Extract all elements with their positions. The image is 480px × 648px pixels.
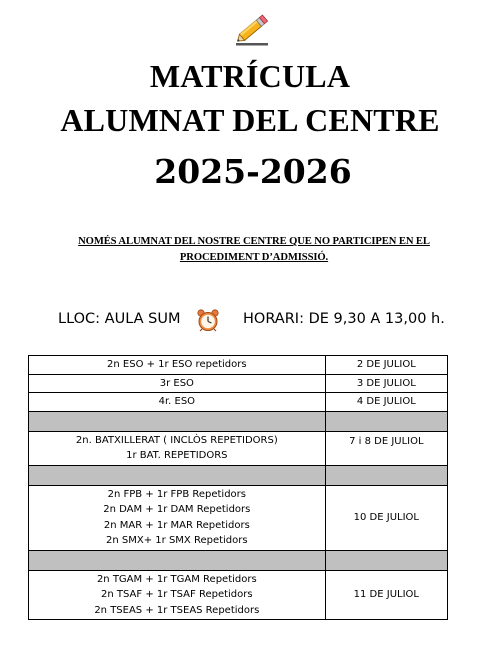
separator-row bbox=[29, 465, 448, 485]
pencil-icon bbox=[233, 10, 271, 48]
date-cell: 11 DE JULIOL bbox=[325, 570, 447, 620]
course-line: 2n TGAM + 1r TGAM Repetidors bbox=[96, 573, 257, 585]
page-title-line1: MATRÍCULA bbox=[149, 58, 351, 94]
course-cell bbox=[29, 485, 326, 550]
separator-cell bbox=[29, 465, 326, 485]
date-cell: 2 DE JULIOL bbox=[325, 356, 447, 375]
separator-cell bbox=[325, 550, 447, 570]
table-row bbox=[29, 485, 448, 550]
separator-row bbox=[29, 550, 448, 570]
course-line: 2n DAM + 1r DAM Repetidors bbox=[103, 504, 251, 515]
course-cell bbox=[29, 570, 326, 620]
eligibility-notice bbox=[44, 234, 464, 266]
table-row bbox=[29, 570, 448, 620]
table-row bbox=[29, 374, 448, 393]
separator-cell bbox=[325, 465, 447, 485]
date-cell: 4 DE JULIOL bbox=[325, 393, 447, 412]
course-cell bbox=[29, 431, 326, 465]
course-line: 2n TSAF + 1r TSAF Repetidors bbox=[101, 589, 253, 600]
course-line: 2n FPB + 1r FPB Repetidors bbox=[107, 488, 246, 500]
course-line: 2n MAR + 1r MAR Repetidors bbox=[103, 519, 250, 531]
location-hours-row bbox=[0, 306, 480, 336]
course-line: 4r. ESO bbox=[158, 396, 196, 407]
table-row bbox=[29, 356, 448, 375]
course-line: 3r ESO bbox=[159, 377, 194, 389]
notice-line1: NOMÉS ALUMNAT DEL NOSTRE CENTRE QUE NO PARTICIPEN EN EL bbox=[78, 236, 430, 247]
course-cell bbox=[29, 356, 326, 375]
date-cell: 3 DE JULIOL bbox=[325, 374, 447, 393]
course-line: 2n SMX+ 1r SMX Repetidors bbox=[106, 535, 248, 546]
school-year: 2025-2026 bbox=[154, 152, 352, 191]
enrollment-schedule-table bbox=[28, 355, 448, 620]
alarm-clock-icon bbox=[196, 308, 220, 332]
course-line: 2n. BATXILLERAT ( INCLÒS REPETIDORS) bbox=[75, 434, 278, 446]
hours-text: HORARI: DE 9,30 A 13,00 h. bbox=[243, 311, 445, 327]
course-line: 2n ESO + 1r ESO repetidors bbox=[107, 359, 247, 370]
course-line: 2n TSEAS + 1r TSEAS Repetidors bbox=[94, 604, 260, 616]
date-cell: 10 DE JULIOL bbox=[325, 485, 447, 550]
table-row bbox=[29, 431, 448, 465]
course-line: 1r BAT. REPETIDORS bbox=[126, 450, 228, 461]
location-text: LLOC: AULA SUM bbox=[58, 311, 181, 327]
date-cell: 7 i 8 DE JULIOL bbox=[325, 431, 447, 465]
table-row bbox=[29, 393, 448, 412]
notice-line2: PROCEDIMENT D’ADMISSIÓ. bbox=[179, 252, 329, 263]
course-cell bbox=[29, 374, 326, 393]
separator-cell bbox=[325, 411, 447, 431]
separator-cell bbox=[29, 411, 326, 431]
course-cell bbox=[29, 393, 326, 412]
page-title-line2: ALUMNAT DEL CENTRE bbox=[60, 102, 440, 138]
separator-row bbox=[29, 411, 448, 431]
separator-cell bbox=[29, 550, 326, 570]
